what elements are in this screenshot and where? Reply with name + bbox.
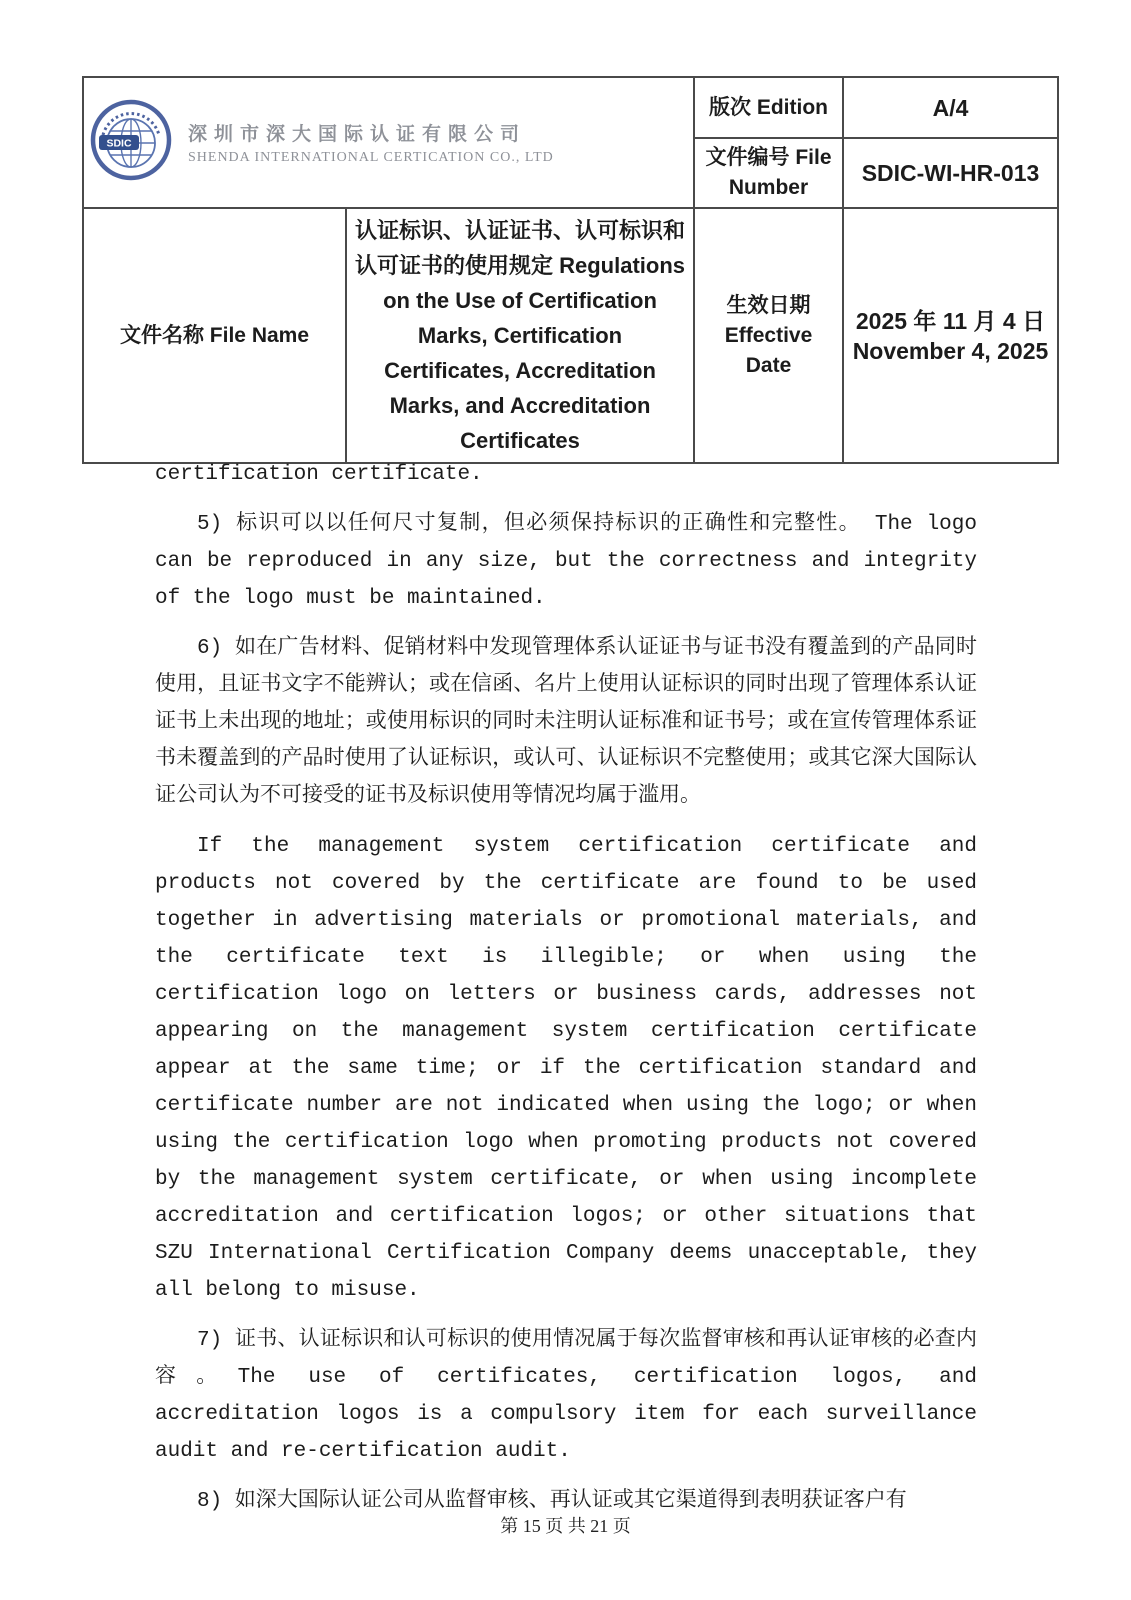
paragraph-continuation: certification certificate.: [155, 463, 483, 486]
company-logo-icon: [90, 99, 172, 186]
logo-badge-text: SDIC: [106, 137, 132, 150]
document-body: [155, 456, 977, 1520]
file-number-value: SDIC-WI-HR-013: [843, 138, 1058, 208]
file-name-label: 文件名称 File Name: [83, 208, 346, 463]
effective-date-value: [843, 208, 1058, 463]
paragraph-item-7: 7) 证书、认证标识和认可标识的使用情况属于每次监督审核和再认证审核的必查内容。The use of certificates, certification logos, and accreditation logos is a compulsory item for each surveillance audit and re-certification audit.: [155, 1329, 977, 1463]
file-number-label: 文件编号 File Number: [694, 138, 843, 208]
page-number-footer: 第 15 页 共 21 页: [500, 1516, 631, 1536]
paragraph-item-5: 5) 标识可以以任何尺寸复制，但必须保持标识的正确性和完整性。 The logo can be reproduced in any size, but the correctness and integrity of the logo must be maintained.: [155, 513, 977, 610]
paragraph-item-6: 6) 如在广告材料、促销材料中发现管理体系认证证书与证书没有覆盖到的产品同时使用，且证书文字不能辨认；或在信函、名片上使用认证标识的同时出现了管理体系认证证书上未出现的地址；或使用标识的同时未注明认证标准和证书号；或在宣传管理体系证书未覆盖到的产品时使用了认证标识，或认可、认证标识不完整使用；或其它深大国际认证公司认为不可接受的证书及标识使用等情况均属于滥用。: [155, 637, 977, 808]
company-name-en: SHENDA INTERNATIONAL CERTICATION CO., LTD: [188, 150, 554, 165]
document-header-table: [82, 76, 1059, 464]
company-name-zh: 深圳市深大国际认证有限公司: [188, 124, 527, 145]
effective-date-label: 生效日期 Effective Date: [694, 208, 843, 463]
effective-date-en: November 4, 2025: [852, 337, 1049, 364]
effective-date-zh: 2025 年 11 月 4 日: [855, 307, 1046, 334]
document-title: 认证标识、认证证书、认可标识和认可证书的使用规定 Regulations on the Use of Certification Marks, Certification Certificates, Accreditation Marks, and Accreditation Certificates: [346, 208, 694, 463]
paragraph-item-6-english: If the management system certification certificate and products not covered by the certificate are found to be used together in advertising materials or promotional materials, and the certificate text is illegible; or when using the certification logo on letters or business cards, addresses not appearing on the management system certification certificate appear at the same time; or if the certification standard and certificate number are not indicated when using the logo; or when using the certification logo when promoting products not covered by the management system certificate, or when using incomplete accreditation and certification logos; or other situations that SZU International Certification Company deems unacceptable, they all belong to misuse.: [155, 835, 977, 1302]
paragraph-item-8: 8) 如深大国际认证公司从监督审核、再认证或其它渠道得到表明获证客户有: [197, 1490, 907, 1513]
edition-label: 版次 Edition: [694, 77, 843, 138]
edition-value: A/4: [843, 77, 1058, 138]
logo-cell: [83, 77, 694, 208]
